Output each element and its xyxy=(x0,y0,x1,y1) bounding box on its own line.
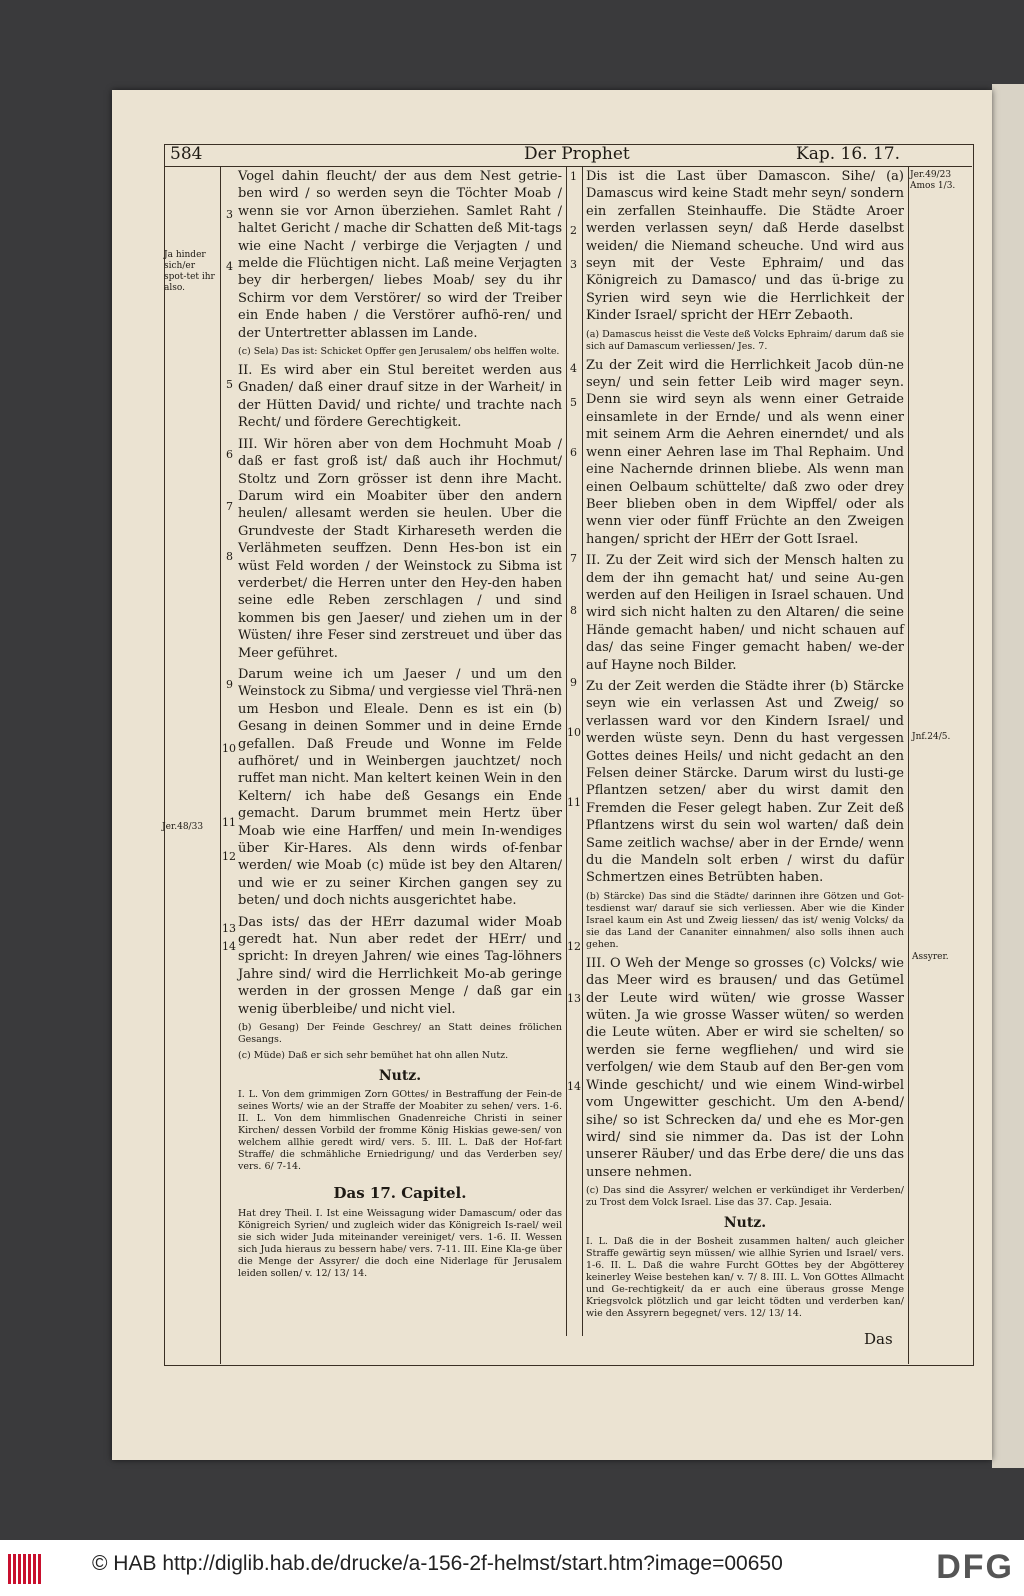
chapter-summary: Hat drey Theil. I. Ist eine Weissagung wider Damascum/ oder das Königreich Syrien/ und zugleich wider das Königreich Is-rael/ weil sie sich wider Juda miteinander vereiniget/ vers. 1-6. II. Wessen sich Juda hieraus zu bessern habe/ vers. 7-11. III. Eine Kla-ge über die Menge der Assyrer/ die doch eine Niderlage für Jerusalem leiden sollen/ v. 12/ 13/ 14. xyxy=(238,1207,562,1279)
left-footnote-b: (b) Gesang) Der Feinde Geschrey/ an Statt deines frölichen Gesangs. xyxy=(238,1022,562,1046)
page-number: 584 xyxy=(170,144,203,164)
catchword: Das xyxy=(864,1330,893,1348)
left-nutz-text: I. L. Von dem grimmigen Zorn GOttes/ in Bestraffung der Fein-de seines Worts/ wie an der Straffe der Moabiter zu sehen/ vers. 1-6. II. L. Von dem himmlischen Gnadenreiche Christi in seiner Kirchen/ dessen Vorbild der fromme König Hiskias gewe-sen/ von welchem allhie geredt wird/ vers. 5. III. L. Daß der Hof-fart Straffe/ die schmähliche Erniedrigung/ und das Verderben sey/ vers. 6/ 7-14. xyxy=(238,1088,562,1172)
left-nutz-heading: Nutz. xyxy=(378,1068,422,1085)
left-paragraph-1: Vogel dahin fleucht/ der aus dem Nest getrie-ben wird / so werden seyn die Töchter Moab / wenn sie vor Arnon überziehen. Samlet Raht / haltet Gericht / mache dir Schatten deß Mit-tags wie eine Nacht / verbirge die Verjagten / und melde die Flüchtigen nicht. Laß meine Verjagten bey dir herbergen/ liebes Moab/ sey du ihr Schirm vor dem Verstörer/ so wird der Treiber ein Ende haben / die Verstörer aufhö-ren/ und der Untertretter ablassen im Lande. xyxy=(238,169,562,341)
left-footnote-c2: (c) Müde) Daß er sich sehr bemühet hat ohn allen Nutz. xyxy=(238,1050,509,1062)
footer-bar xyxy=(0,1540,1024,1596)
right-margin-rule xyxy=(908,166,909,1364)
source-link[interactable]: © HAB http://diglib.hab.de/drucke/a-156-2f-helmst/start.htm?image=00650 xyxy=(92,1552,783,1575)
hab-logo-icon xyxy=(8,1554,48,1584)
left-text-column xyxy=(238,168,562,1284)
right-nutz-text: I. L. Daß die in der Bosheit zusammen halten/ auch gleicher Straffe gewärtig seyn müssen/ wie allhie Syrien und Israel/ vers. 1-6. II. L. Daß die wahre Furcht GOttes bey der Abgötterey keinerley Weise bestehen kan/ v. 7/ 8. III. L. Von GOttes Allmacht und Ge-rechtigkeit/ da er auch eine überaus grosse Menge Kriegsvolck plötzlich und gar leicht tödten und verderben kan/ wie den Assyrern begegnet/ vers. 12/ 13/ 14. xyxy=(586,1235,904,1319)
right-text-column xyxy=(586,168,904,1324)
left-margin-rule xyxy=(220,166,221,1364)
right-paragraph-1: Dis ist die Last über Damascon. Sihe/ (a) Damascus wird keine Stadt mehr seyn/ sondern ein zerfallen Steinhauffe. Die Städte Aroer werden verlassen seyn/ daß Herde daselbst weiden/ die Niemand scheuche. Und wird aus seyn mit der Veste Ephraim/ und das Königreich zu Damasco/ und das ü-brige zu Syrien wird seyn wie die Herrlichkeit der Kinder Israel/ spricht der HErr Zebaoth. xyxy=(586,169,904,324)
right-paragraph-2: Zu der Zeit wird die Herrlichkeit Jacob dün-ne seyn/ und sein fetter Leib wird mager seyn. Denn sie wird seyn als wenn einer Getraide einsamlete in der Ernde/ und als wenn einer mit seinem Arm die Aehren einerndet/ und als wenn einer Aehren lase im Thal Rephaim. Und eine Nachernde drinnen bliebe. Als wenn man einen Oelbaum schüttelte/ daß zwo oder drey Beer blieben oben in dem Wipffel/ oder als wenn vier oder fünff Früchte an den Zweigen hangen/ spricht der HErr der Gott Israel. xyxy=(586,357,904,547)
left-margin-note-2: Jer.48/33 xyxy=(162,822,204,832)
left-margin-note-1: Ja hinder sich/er spot-tet ihr also. xyxy=(164,250,215,293)
book-page: 584 Der Prophet Kap. 16. 17. Ja hinder sich/er spot-tet ihr also. Jer.48/33 Jer.49/23 Amos 1/3. Jnf.24/5. Assyrer. 3 4 5 6 7 8 9 10 11 12 13 14 1 2 3 4 5 6 7 8 9 10 11 12 13 14 Vogel dahin fleucht/ der aus dem Nest getrie-ben wird / so werden seyn die Töchter Moab / wenn sie vor Arnon überziehen. Samlet Raht / haltet Gericht / mache dir Schatten deß Mit-tags wie eine Nacht / verbirge die Verjagten / und melde die Flüchtigen nicht. Laß meine Verjagten bey dir herbergen/ liebes Moab/ sey du ihr Schirm vor dem Verstörer/ so wird der Treiber ein Ende haben / die Verstörer aufhö-ren/ und der Untertretter ablassen im Lande. (c) Sela) Das ist: Schicket Opffer gen Jerusalem/ obs helffen wolte. II. Es wird aber ein Stul bereitet werden aus Gnaden/ daß einer drauf sitze in der Warheit/ in der Hütten David/ und richte/ und trachte nach Recht/ und fördere Gerechtigkeit. III. Wir hören aber von dem Hochmuht Moab / daß er fast groß ist/ daß auch ihr Hochmut/ Stoltz und Zorn grösser ist denn ihre Macht. Darum wird ein Moabiter über den andern heulen/ allesamt werden sie heulen. Uber die Grundveste der Stadt Kirhareseth werden die Verlähmeten seuffzen. Denn Hes-bon ist ein wüst Feld worden / der Weinstock zu Sibma ist verderbet/ die Herren unter den Hey-den haben seine edle Reben zerschlagen / und sind kommen bis gen Jaeser/ und ziehen um in der Wüsten/ ihre Feser sind zerstreuet und über das Meer geführet. Darum weine ich um Jaeser / und um den Weinstock zu Sibma/ und vergiesse viel Thrä-nen um Hesbon und Eleale. Denn es ist ein (b) Gesang in deinen Sommer und in deine Ernde gefallen. Daß Freude und Wonne im Felde aufhöret/ und in Weinbergen jauchtzet/ noch ruffet man nicht. Man keltert keinen Wein in den Keltern/ ich habe deß Gesangs ein Ende gemacht. Darum brummet mein Hertz über Moab wie eine Harffen/ und mein In-wendiges über Kir-Hares. Als denn wirds of-fenbar werden/ wie Moab (c) müde ist bey den Altaren/ und wie er zu seiner Kirchen gangen sey zu beten/ und doch nichts ausgerichtet habe. Das ists/ das der HErr dazumal wider Moab geredt hat. Nun aber redet der HErr/ und spricht: In dreyen Jahren/ wie eines Tag-löhners Jahre sind/ wird die Herrlichkeit Mo-ab geringe werden in der grossen Menge / daß gar ein wenig überbleibe/ und nicht viel. (b) Gesang) Der Feinde Geschrey/ an Statt deines frölichen Gesangs. (c) Müde) Daß er sich sehr bemühet hat ohn allen Nutz. Nutz. I. L. Von dem grimmigen Zorn GOttes/ in Bestraffung der Fein-de seines Worts/ wie an der Straffe der Moabiter zu sehen/ vers. 1-6. II. L. Von dem himmlischen Gnadenreiche Christi in seiner Kirchen/ dessen Vorbild der fromme König Hiskias gewe-sen/ von welchem allhie geredt wird/ vers. 5. III. L. Daß der Hof-fart Straffe/ die schmähliche Erniedrigung/ und das Verderben sey/ vers. 6/ 7-14. Das 17. Capitel. Hat drey Theil. I. Ist eine Weissagung wider Damascum/ oder das Königreich Syrien/ und zugleich wider das Königreich Is-rael/ weil sie sich wider Juda miteinander vereiniget/ vers. 1-6. II. Wessen sich Juda hieraus zu bessern habe/ vers. 7-11. III. Eine Kla-ge über die Menge der Assyrer/ die doch eine Niderlage für Jerusalem leiden sollen/ v. 12/ 13/ 14. Dis ist die Last über Damascon. Sihe/ (a) Damascus wird keine Stadt mehr seyn/ sondern ein zerfallen Steinhauffe. Die Städte Aroer werden verlassen seyn/ daß Herde daselbst weiden/ die Niemand scheuche. Und wird aus seyn mit der Veste Ephraim/ und das Königreich zu Damasco/ und das ü-brige zu Syrien wird seyn wie die Herrlichkeit der Kinder Israel/ spricht der HErr Zebaoth. (a) Damascus heisst die Veste deß Volcks Ephraim/ darum daß sie sich auf Damascum verliessen/ Jes. 7. Zu der Zeit wird die Herrlichkeit Jacob dün-ne seyn/ und sein fetter Leib wird mager seyn. Denn sie wird seyn als wenn einer Getraide einsamlete in der Ernde/ und als wenn einer mit seinem Arm die Aehren einerndet/ und als wenn einer Aehren lase im Thal Rephaim. Und eine Nachernde drinnen bliebe. Als wenn man einen Oelbaum schüttelte/ daß zwo oder drey Beer blieben oben in dem Wipffel/ oder als wenn vier oder fünff Früchte an den Zweigen hangen/ spricht der HErr der Gott Israel. II. Zu der Zeit wird sich der Mensch halten zu dem der ihn gemacht hat/ und seine Au-gen werden auf den Heiligen in Israel schauen. Und wird sich nicht halten zu den Altaren/ die seine Hände gemacht haben/ und nicht schauen auf das/ das seine Finger gemacht haben/ we-der auf Hayne noch Bilder. Zu der Zeit werden die Städte ihrer (b) Stärcke seyn wie ein verlassen Ast und Zweig/ so verlassen ward vor den Kindern Israel/ und werden wüste seyn. Denn du hast vergessen Gottes deines Heils/ und nicht gedacht an den Felsen deiner Stärcke. Darum wirst du lusti-ge Pflantzen setzen/ aber du wirst damit den Fremden die Feser gelegt haben. Zur Zeit deß Pflantzens wirst du sein wol warten/ daß dein Same zeitlich wachse/ aber in der Ernde/ wenn du die Mandeln solt erben / wirst du dafür Schmertzen eines Betrübten haben. (b) Stärcke) Das sind die Städte/ darinnen ihre Götzen und Got-tesdienst war/ darauf sie sich verliessen. Aber wie die Kinder Israel kaum ein Ast und Zweig liessen/ das ist/ wenig Volcks/ da sie das Land der Cananiter einnahmen/ also solls ihnen auch gehen. III. O Weh der Menge so grosses (c) Volcks/ wie das Meer wird es brausen/ und das Getümel der Leute wird wüten/ wie grosse Wasser wüten. Ja wie grosse Wasser wüten/ so werden die Leute wüten. Aber er wird sie schelten/ so werden sie ferne wegfliehen/ und wird sie verfolgen/ wie dem Staub auf den Ber-gen vom Winde geschicht/ und wie einem Wind-wirbel vom Ungewitter geschicht. Um den A-bend/ sihe/ so ist Schrecken da/ und ehe es Mor-gen wird/ sind sie nimmer da. Das ist der Lohn unserer Räuber/ und das Erbe dere/ die uns das unsere nehmen. (c) Das sind die Assyrer/ welchen er verkündiget ihr Verderben/ zu Trost dem Volck Israel. Lise das 37. Cap. Jesaia. Nutz. I. L. Daß die in der Bosheit zusammen halten/ auch gleicher Straffe gewärtig seyn müssen/ wie allhie Syrien und Israel/ vers. 1-6. II. L. Daß die wahre Furcht GOttes bey der Abgötterey keinerley Weise bestehen kan/ v. 7/ 8. III. L. Von GOttes Allmacht und Ge-rechtigkeit/ da er auch eine überaus grosse Menge Kriegsvolck plötzlich und gar leicht tödten und verderben kan/ wie den Assyrern begegnet/ vers. 12/ 13/ 14. Das xyxy=(112,90,992,1460)
left-paragraph-5: Das ists/ das der HErr dazumal wider Moab geredt hat. Nun aber redet der HErr/ und spricht: In dreyen Jahren/ wie eines Tag-löhners Jahre sind/ wird die Herrlichkeit Mo-ab geringe werden in der grossen Menge / daß gar ein wenig überbleibe/ und nicht viel. xyxy=(238,914,562,1017)
column-rule-left xyxy=(566,166,567,1336)
page-header xyxy=(164,144,972,167)
right-paragraph-5: III. O Weh der Menge so grosses (c) Volcks/ wie das Meer wird es brausen/ und das Getümel der Leute wird wüten/ wie grosse Wasser wüten. Ja wie grosse Wasser wüten/ so werden die Leute wüten. Aber er wird sie schelten/ so werden sie ferne wegfliehen/ und wird sie verfolgen/ wie dem Staub auf den Ber-gen vom Winde geschicht/ und wie einem Wind-wirbel vom Ungewitter geschicht. Um den A-bend/ sihe/ so ist Schrecken da/ und ehe es Mor-gen wird/ sind sie nimmer da. Das ist der Lohn unserer Räuber/ und das Erbe dere/ die uns das unsere nehmen. xyxy=(586,955,904,1180)
right-paragraph-3: II. Zu der Zeit wird sich der Mensch halten zu dem der ihn gemacht hat/ und seine Au-gen werden auf den Heiligen in Israel schauen. Und wird sich nicht halten zu den Altaren/ die seine Hände gemacht haben/ und nicht schauen auf das/ das seine Finger gemacht haben/ we-der auf Hayne noch Bilder. xyxy=(586,553,904,673)
right-margin-note-3: Assyrer. xyxy=(912,952,949,962)
left-paragraph-2: II. Es wird aber ein Stul bereitet werden aus Gnaden/ daß einer drauf sitze in der Warheit/ in der Hütten David/ und richte/ und trachte nach Recht/ und fördere Gerechtigkeit. xyxy=(238,363,562,431)
column-rule-right xyxy=(582,166,583,1336)
left-paragraph-4: Darum weine ich um Jaeser / und um den Weinstock zu Sibma/ und vergiesse viel Thrä-nen um Hesbon und Eleale. Denn es ist ein (b) Gesang in deinen Sommer und in deine Ernde gefallen. Daß Freude und Wonne im Felde aufhöret/ und in Weinbergen jauchtzet/ noch ruffet man nicht. Man keltert keinen Wein in den Keltern/ ich habe deß Gesangs ein Ende gemacht. Darum brummet mein Hertz über Moab wie eine Harffen/ und mein In-wendiges über Kir-Hares. Als denn wirds of-fenbar werden/ wie Moab (c) müde ist bey den Altaren/ und wie er zu seiner Kirchen gangen sey zu beten/ und doch nichts ausgerichtet habe. xyxy=(238,666,562,909)
next-page-edge xyxy=(992,84,1024,1468)
right-paragraph-4: Zu der Zeit werden die Städte ihrer (b) Stärcke seyn wie ein verlassen Ast und Zweig/ so verlassen ward vor den Kindern Israel/ und werden wüste seyn. Denn du hast vergessen Gottes deines Heils/ und nicht gedacht an den Felsen deiner Stärcke. Darum wirst du lusti-ge Pflantzen setzen/ aber du wirst damit den Fremden die Feser gelegt haben. Zur Zeit deß Pflantzens wirst du sein wol warten/ daß dein Same zeitlich wachse/ aber in der Ernde/ wenn du die Mandeln solt erben / wirst du dafür Schmertzen eines Betrübten haben. xyxy=(586,678,904,886)
chapter-title: Das 17. Capitel. xyxy=(333,1183,467,1202)
left-footnote-c1: (c) Sela) Das ist: Schicket Opffer gen Jerusalem/ obs helffen wolte. xyxy=(238,346,560,358)
right-margin-note-1: Jer.49/23 Amos 1/3. xyxy=(910,170,956,191)
left-paragraph-3: III. Wir hören aber von dem Hochmuht Moab / daß er fast groß ist/ daß auch ihr Hochmut/ Stoltz und Zorn grösser ist denn ihre Macht. Darum wird ein Moabiter über den andern heulen/ allesamt werden sie heulen. Uber die Grundveste der Stadt Kirhareseth werden die Verlähmeten seuffzen. Denn Hes-bon ist ein wüst Feld worden / der Weinstock zu Sibma ist verderbet/ die Herren unter den Hey-den haben seine edle Reben zerschlagen / und sind kommen bis gen Jaeser/ und ziehen um in der Wüsten/ ihre Feser sind zerstreuet und über das Meer geführet. xyxy=(238,436,562,661)
right-footnote-a: (a) Damascus heisst die Veste deß Volcks Ephraim/ darum daß sie sich auf Damascum verliessen/ Jes. 7. xyxy=(586,328,904,352)
right-footnote-c: (c) Das sind die Assyrer/ welchen er verkündiget ihr Verderben/ zu Trost dem Volck Israel. Lise das 37. Cap. Jesaia. xyxy=(586,1185,904,1209)
running-title: Der Prophet xyxy=(524,144,630,164)
chapter-reference: Kap. 16. 17. xyxy=(796,144,901,164)
right-margin-note-2: Jnf.24/5. xyxy=(912,732,951,742)
right-footnote-b: (b) Stärcke) Das sind die Städte/ darinnen ihre Götzen und Got-tesdienst war/ darauf sie sich verliessen. Aber wie die Kinder Israel kaum ein Ast und Zweig liessen/ das ist/ wenig Volcks/ da sie das Land der Cananiter einnahmen/ also solls ihnen auch gehen. xyxy=(586,890,904,950)
dfg-logo: DFG xyxy=(936,1548,1014,1586)
right-nutz-heading: Nutz. xyxy=(723,1215,767,1232)
